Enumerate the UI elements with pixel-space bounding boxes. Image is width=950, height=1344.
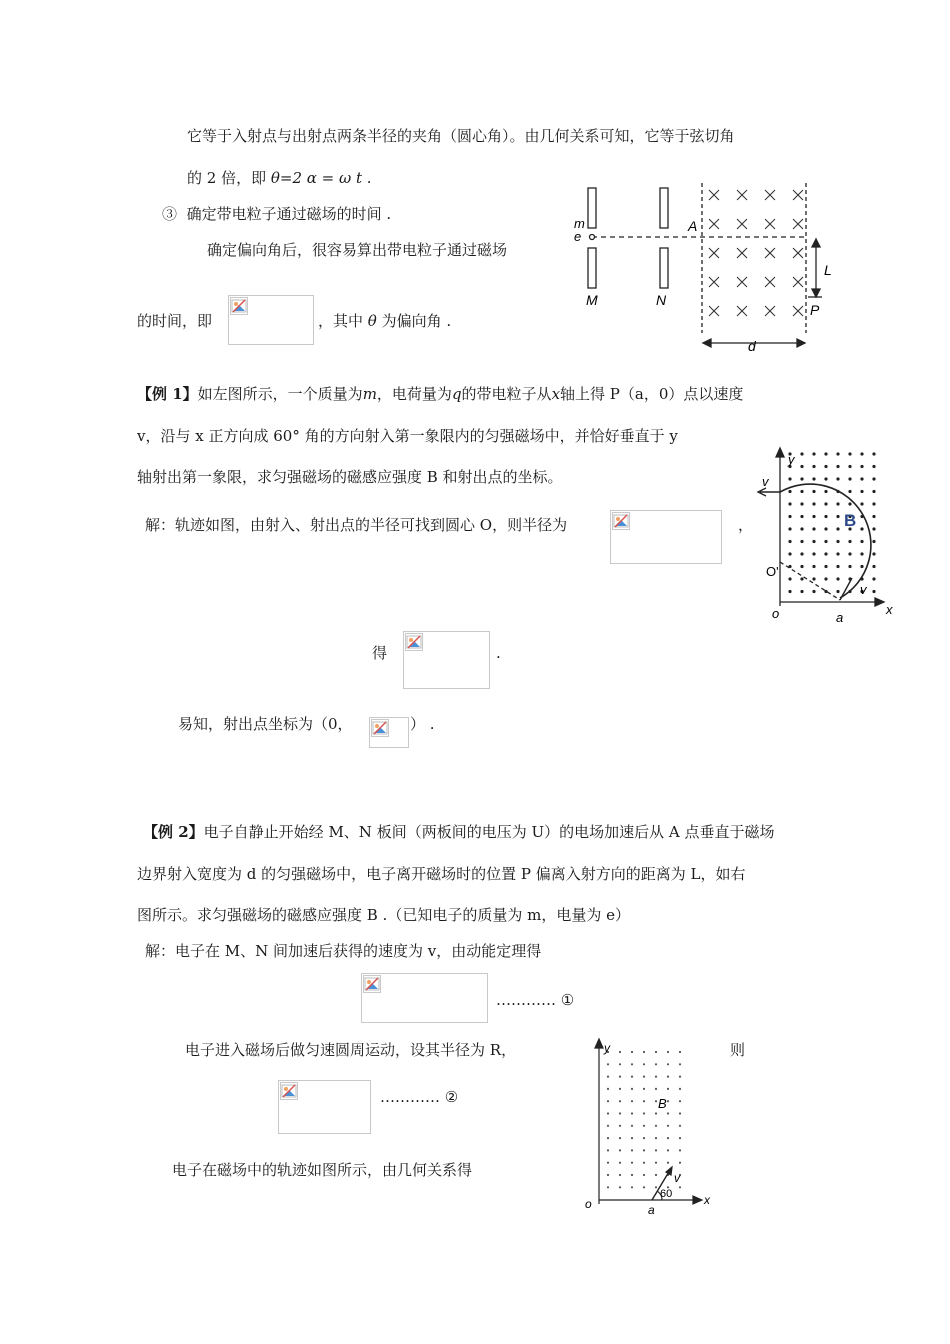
field-cross: [737, 190, 747, 200]
solution1-line3-end: ） .: [410, 715, 435, 733]
label-m-plate: M: [586, 292, 598, 308]
field-dot: [860, 527, 863, 530]
para1-line2: [187, 168, 372, 188]
field-dot: [848, 552, 851, 555]
fig2-v: v: [860, 582, 867, 597]
field-dot: [667, 1125, 669, 1127]
example2-line1: [143, 822, 774, 842]
item3-end: .: [381, 205, 392, 223]
field-dot: [607, 1174, 609, 1176]
formula-image-radius: [610, 510, 722, 564]
field-dot: [631, 1100, 633, 1102]
field-dot: [848, 540, 851, 543]
field-cross: [765, 190, 775, 200]
field-dot: [824, 565, 827, 568]
field-dot: [800, 577, 803, 580]
field-dot: [631, 1112, 633, 1114]
solution1-line3: 易知，射出点坐标为（0，: [178, 715, 353, 733]
example1-line3: 轴射出第一象限，求匀强磁场的磁感应强度 B 和射出点的坐标。: [137, 468, 563, 486]
field-dot: [655, 1162, 657, 1164]
field-dot: [667, 1149, 669, 1151]
label-n-plate: N: [656, 292, 667, 308]
field-dot: [860, 552, 863, 555]
field-dot: [667, 1137, 669, 1139]
field-dot: [800, 565, 803, 568]
field-dot: [860, 540, 863, 543]
example1-text-c: 的带电粒子从: [461, 385, 552, 403]
field-dot: [655, 1112, 657, 1114]
field-dot: [607, 1088, 609, 1090]
field-dot: [800, 527, 803, 530]
field-dot: [824, 552, 827, 555]
field-dot: [836, 452, 839, 455]
field-dot: [679, 1149, 681, 1151]
field-dot: [667, 1063, 669, 1065]
formula-image-energy: [361, 973, 488, 1023]
field-dot: [655, 1051, 657, 1053]
field-dot: [860, 452, 863, 455]
example1-text-d: 轴上得 P（a，0）点以速度: [560, 385, 744, 403]
field-dot: [872, 465, 875, 468]
field-dot: [643, 1125, 645, 1127]
fig3-a: a: [648, 1203, 655, 1217]
field-dot: [679, 1125, 681, 1127]
field-dot: [824, 540, 827, 543]
field-dot: [655, 1174, 657, 1176]
eq1-marker: ………… ①: [496, 991, 575, 1009]
field-dot: [836, 502, 839, 505]
field-dot: [643, 1149, 645, 1151]
fig3-angle: 60: [660, 1188, 673, 1200]
field-dot: [788, 527, 791, 530]
para1-line1: 它等于入射点与出射点两条半径的夹角（圆心角）。由几何关系可知，它等于弦切角: [187, 127, 735, 145]
field-dot: [872, 452, 875, 455]
field-cross: [709, 306, 719, 316]
field-dot: [824, 515, 827, 518]
field-dot: [619, 1125, 621, 1127]
plate-n-lower: [660, 248, 668, 288]
field-dot: [667, 1088, 669, 1090]
field-dot: [643, 1100, 645, 1102]
field-dot: [679, 1112, 681, 1114]
field-dot: [631, 1162, 633, 1164]
field-dot: [836, 577, 839, 580]
fig2-a: a: [836, 610, 844, 625]
field-dot: [655, 1125, 657, 1127]
field-dot: [655, 1063, 657, 1065]
field-dot: [607, 1112, 609, 1114]
field-dot: [655, 1076, 657, 1078]
field-dot: [824, 502, 827, 505]
field-dot: [667, 1112, 669, 1114]
formula-theta: θ=2 α = ω t: [270, 169, 363, 187]
label-a: A: [688, 218, 698, 234]
field-dot: [824, 452, 827, 455]
para1-line2-pre: 的 2 倍，即: [187, 169, 271, 187]
fig3-v: v: [674, 1171, 680, 1185]
field-dot: [812, 490, 815, 493]
figure-plates-field: [570, 183, 870, 358]
field-cross: [709, 190, 719, 200]
field-dot: [643, 1051, 645, 1053]
field-dot: [788, 577, 791, 580]
field-dot: [679, 1137, 681, 1139]
field-dot: [812, 502, 815, 505]
field-dot: [848, 465, 851, 468]
field-dot: [824, 490, 827, 493]
field-dot: [679, 1162, 681, 1164]
field-dot: [800, 490, 803, 493]
field-cross: [765, 219, 775, 229]
eq2-marker: ………… ②: [380, 1088, 459, 1106]
field-dot: [631, 1088, 633, 1090]
field-dot: [788, 552, 791, 555]
field-dot: [848, 477, 851, 480]
field-dot: [679, 1088, 681, 1090]
field-dot: [872, 565, 875, 568]
field-dot: [619, 1186, 621, 1188]
field-dot: [812, 452, 815, 455]
fig2-y: y: [788, 452, 795, 467]
field-cross: [793, 219, 803, 229]
field-dot: [631, 1051, 633, 1053]
field-dot: [860, 502, 863, 505]
item3-marker: ③: [162, 205, 178, 223]
field-cross: [709, 277, 719, 287]
field-dot: [812, 540, 815, 543]
field-dot: [631, 1125, 633, 1127]
example1-m: m: [362, 385, 377, 403]
example2-tag: 【例 2】: [143, 823, 204, 841]
solution2-line2-end: 则: [730, 1041, 746, 1059]
example2-line3: 图所示。求匀强磁场的磁感应强度 B .（已知电子的质量为 m，电量为 e）: [137, 906, 630, 924]
field-dot: [607, 1149, 609, 1151]
field-dot: [679, 1051, 681, 1053]
field-dot: [872, 490, 875, 493]
field-dot: [619, 1137, 621, 1139]
fig2-x: x: [886, 602, 893, 617]
broken-image-icon: [371, 719, 389, 737]
solution1-de: 得: [372, 644, 388, 662]
field-dot: [607, 1137, 609, 1139]
field-dot: [667, 1076, 669, 1078]
example1-tag: 【例 1】: [137, 385, 198, 403]
field-dot: [824, 477, 827, 480]
field-dot: [679, 1186, 681, 1188]
field-dots-small: [607, 1051, 681, 1189]
field-cross: [765, 306, 775, 316]
field-dot: [800, 590, 803, 593]
label-m: m: [574, 216, 585, 231]
field-cross: [709, 219, 719, 229]
field-dot: [619, 1149, 621, 1151]
field-dot: [812, 465, 815, 468]
solution1-de-end: .: [496, 644, 501, 662]
field-dot: [643, 1186, 645, 1188]
formula-image-b: [403, 631, 490, 689]
field-dot: [872, 502, 875, 505]
field-dot: [848, 452, 851, 455]
label-e: e: [574, 229, 582, 244]
field-dot: [655, 1186, 657, 1188]
field-dot: [824, 577, 827, 580]
field-dot: [800, 477, 803, 480]
field-dot: [860, 490, 863, 493]
field-dot: [872, 552, 875, 555]
item3-text: 确定带电粒子通过磁场的时间: [186, 205, 382, 223]
field-dot: [619, 1162, 621, 1164]
field-dot: [619, 1174, 621, 1176]
field-crosses: [709, 190, 803, 316]
fig3-x: x: [704, 1193, 710, 1207]
field-cross: [737, 248, 747, 258]
field-cross: [793, 306, 803, 316]
field-dot: [643, 1076, 645, 1078]
field-dot: [631, 1174, 633, 1176]
electron-source: [590, 235, 595, 240]
field-dot: [679, 1100, 681, 1102]
field-cross: [765, 248, 775, 258]
field-dot: [848, 490, 851, 493]
field-dot: [679, 1063, 681, 1065]
plate-m-lower: [588, 248, 596, 288]
field-dot: [619, 1100, 621, 1102]
field-cross: [737, 219, 747, 229]
field-dot: [812, 515, 815, 518]
field-cross: [793, 190, 803, 200]
field-dot: [619, 1051, 621, 1053]
radius-dashed: [780, 562, 840, 600]
example1-text-b: ，电荷量为: [376, 385, 452, 403]
field-dot: [607, 1186, 609, 1188]
field-dot: [800, 552, 803, 555]
field-dot: [643, 1174, 645, 1176]
figure-arc-field: [752, 448, 902, 623]
para2-line2-mid: ，其中: [318, 312, 368, 330]
fig3-y: y: [604, 1041, 610, 1055]
field-dot: [800, 540, 803, 543]
field-dot: [800, 502, 803, 505]
field-dot: [788, 490, 791, 493]
example1-q: q: [451, 385, 462, 403]
figure-entry-angle: [582, 1038, 722, 1218]
para2-line2-pre: 的时间，即: [137, 312, 213, 330]
broken-image-icon: [363, 975, 381, 993]
broken-image-icon: [230, 297, 248, 315]
field-dot: [872, 577, 875, 580]
field-dot: [872, 477, 875, 480]
field-dot: [824, 590, 827, 593]
field-dot: [607, 1125, 609, 1127]
field-dot: [872, 540, 875, 543]
field-dot: [643, 1088, 645, 1090]
field-dot: [812, 477, 815, 480]
field-dot: [872, 590, 875, 593]
field-dot: [788, 590, 791, 593]
field-dot: [788, 540, 791, 543]
field-dot: [643, 1112, 645, 1114]
field-cross: [737, 277, 747, 287]
solution2-line1: 解：电子在 M、N 间加速后获得的速度为 v，由动能定理得: [145, 942, 542, 960]
field-dot: [788, 515, 791, 518]
field-dot: [860, 565, 863, 568]
fig2-b: B: [844, 511, 857, 530]
field-dot: [655, 1137, 657, 1139]
para2-line1: 确定偏向角后，很容易算出带电粒子通过磁场: [207, 241, 508, 259]
broken-image-icon: [280, 1082, 298, 1100]
field-dot: [619, 1063, 621, 1065]
field-dot: [812, 527, 815, 530]
field-dot: [836, 552, 839, 555]
example1-text-a: 如左图所示，一个质量为: [197, 385, 363, 403]
field-dot: [824, 465, 827, 468]
plate-m-upper: [588, 188, 596, 228]
entry-velocity-arrow: [840, 578, 852, 600]
field-dot: [812, 552, 815, 555]
field-dot: [812, 590, 815, 593]
field-dot: [836, 540, 839, 543]
field-dot: [607, 1063, 609, 1065]
field-dot: [836, 477, 839, 480]
field-dot: [788, 477, 791, 480]
field-dot: [643, 1063, 645, 1065]
field-cross: [765, 277, 775, 287]
field-dot: [848, 565, 851, 568]
field-dot: [848, 502, 851, 505]
field-dot: [800, 452, 803, 455]
field-dot: [836, 565, 839, 568]
field-dot: [631, 1063, 633, 1065]
field-dot: [836, 465, 839, 468]
example1-line1: [137, 384, 743, 404]
field-dot: [631, 1137, 633, 1139]
field-dot: [860, 465, 863, 468]
field-dot: [643, 1137, 645, 1139]
field-cross: [793, 277, 803, 287]
example1-line2: v，沿与 x 正方向成 60° 角的方向射入第一象限内的匀强磁场中，并恰好垂直于 y: [137, 427, 678, 445]
label-p: P: [810, 302, 820, 318]
field-dot: [655, 1149, 657, 1151]
formula-image-radius-r: [278, 1080, 371, 1134]
para2-line2-rest: [318, 311, 451, 331]
broken-image-icon: [405, 633, 423, 651]
fig3-b: B: [658, 1096, 667, 1111]
para2-theta: θ: [367, 312, 377, 330]
field-dot: [836, 527, 839, 530]
field-dot: [860, 477, 863, 480]
field-dot: [655, 1100, 657, 1102]
label-d: d: [748, 338, 756, 354]
formula-image-coord: [369, 717, 409, 748]
field-dot: [643, 1162, 645, 1164]
field-cross: [737, 306, 747, 316]
field-dot: [631, 1076, 633, 1078]
fig3-o: o: [585, 1197, 592, 1211]
field-dot: [679, 1076, 681, 1078]
field-dot: [619, 1112, 621, 1114]
field-dot: [607, 1162, 609, 1164]
field-dot: [667, 1100, 669, 1102]
field-dot: [631, 1149, 633, 1151]
example1-x: x: [551, 385, 561, 403]
field-dot: [836, 590, 839, 593]
solution1-line1: 解：轨迹如图，由射入、射出点的半径可找到圆心 O，则半径为: [145, 516, 568, 534]
field-dot: [655, 1088, 657, 1090]
field-dot: [788, 502, 791, 505]
field-dot: [800, 465, 803, 468]
solution2-line3: 电子在磁场中的轨迹如图所示，由几何关系得: [172, 1161, 473, 1179]
field-dot: [872, 527, 875, 530]
field-dot: [812, 565, 815, 568]
field-dot: [836, 515, 839, 518]
field-dots: [788, 452, 875, 593]
example2-line1-text: 电子自静止开始经 M、N 板间（两板间的电压为 U）的电场加速后从 A 点垂直于磁场: [203, 823, 775, 841]
solution1-line1-end: ，: [738, 516, 754, 534]
field-dot: [824, 527, 827, 530]
para1-line2-end: .: [362, 169, 372, 187]
field-dot: [812, 577, 815, 580]
field-dot: [619, 1076, 621, 1078]
para2-line2-end: 为偏向角 .: [376, 312, 452, 330]
fig2-o: o: [772, 606, 780, 621]
label-l: L: [824, 262, 832, 278]
fig2-v-top: v: [762, 474, 769, 489]
example2-line2: 边界射入宽度为 d 的匀强磁场中，电子离开磁场时的位置 P 偏离入射方向的距离为 L，如右: [137, 865, 746, 883]
field-cross: [793, 248, 803, 258]
field-dot: [607, 1100, 609, 1102]
field-dot: [607, 1076, 609, 1078]
formula-image-time: [228, 295, 314, 345]
broken-image-icon: [612, 512, 630, 530]
item3-line: [162, 204, 391, 224]
fig2-o1: O': [766, 564, 779, 579]
field-dot: [667, 1162, 669, 1164]
plate-n-upper: [660, 188, 668, 228]
solution2-line2: 电子进入磁场后做匀速圆周运动，设其半径为 R，: [185, 1041, 517, 1059]
field-dot: [667, 1051, 669, 1053]
field-cross: [709, 248, 719, 258]
field-dot: [619, 1088, 621, 1090]
field-dot: [631, 1186, 633, 1188]
field-dot: [872, 515, 875, 518]
field-dot: [800, 515, 803, 518]
